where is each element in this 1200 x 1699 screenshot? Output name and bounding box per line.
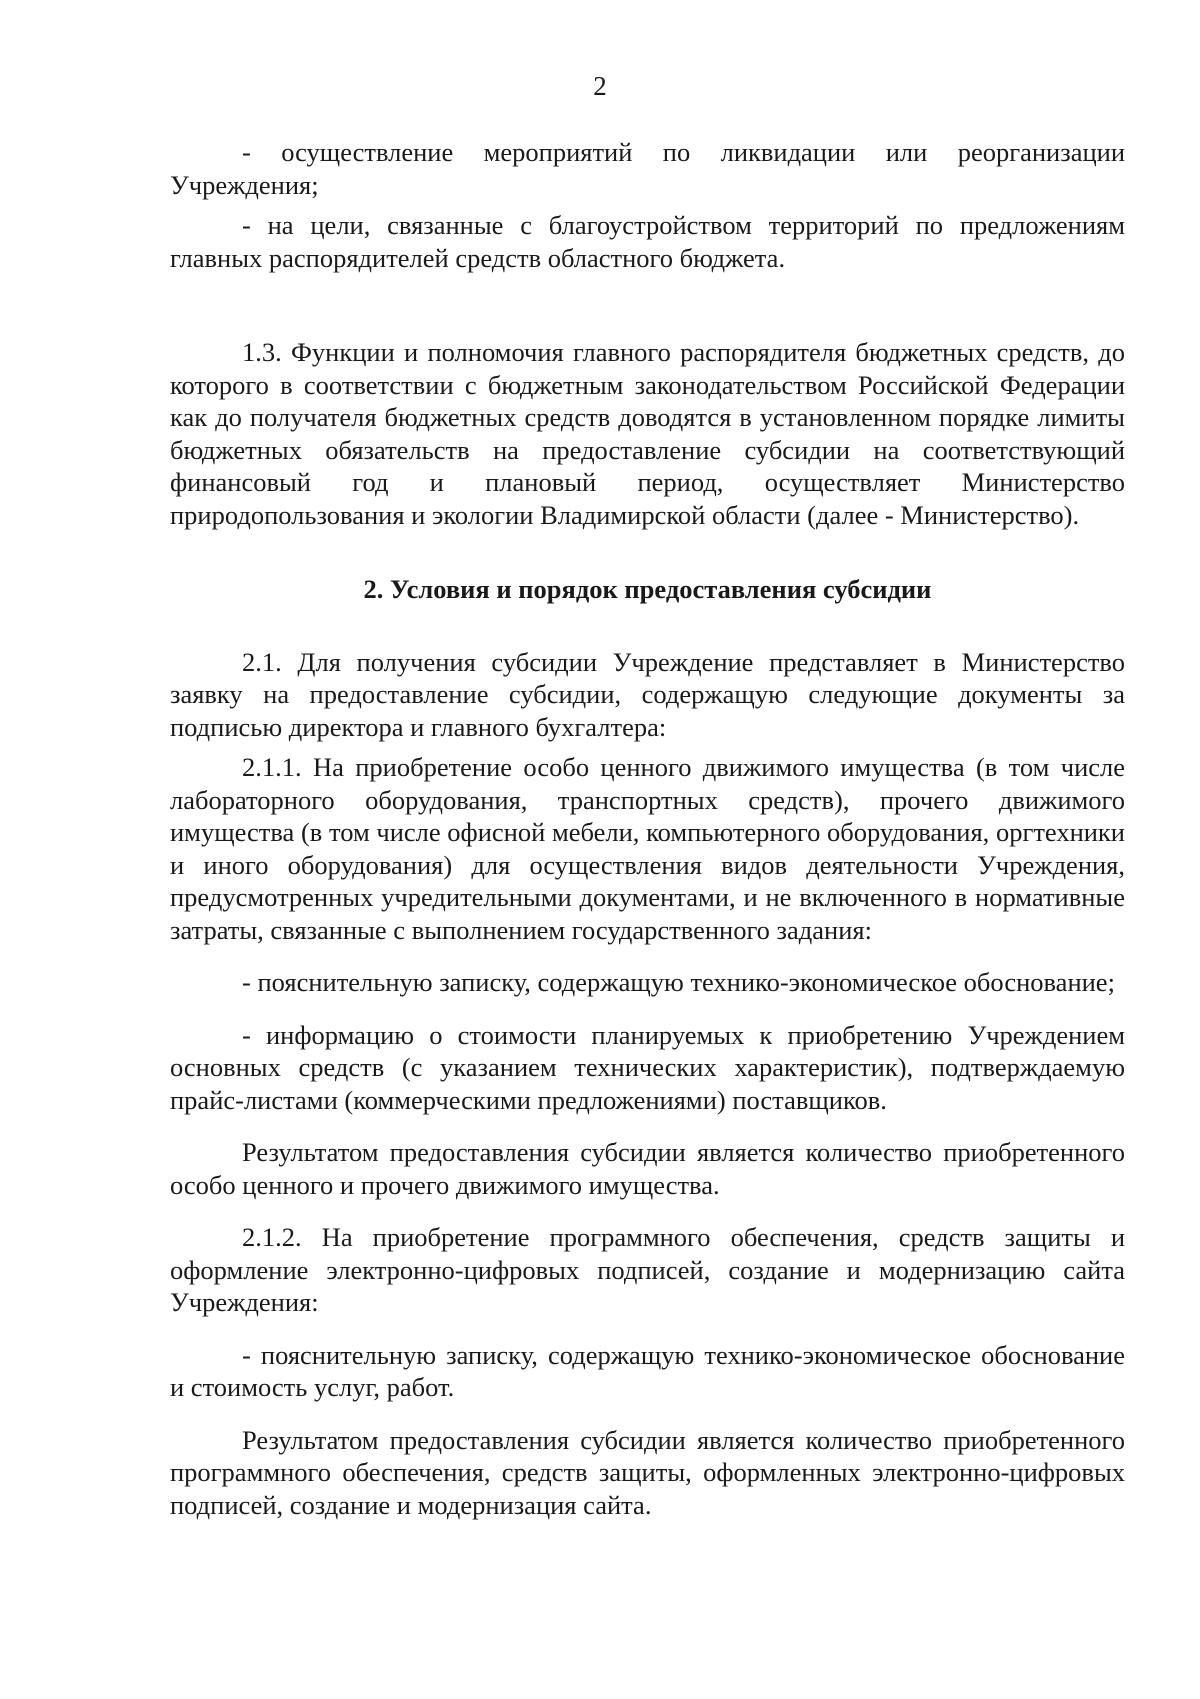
paragraph-result-2: Результатом предоставления субсидии является количество приобретенного программного обеспечения, средств защиты, оформленных электронно-цифровых подписей, создание и модернизация сайта. (170, 1424, 1125, 1520)
document-body (170, 136, 1125, 1521)
paragraph-2-1-2: 2.1.2. На приобретение программного обеспечения, средств защиты и оформление электронно-цифровых подписей, создание и модернизацию сайта Учреждения: (170, 1222, 1125, 1317)
paragraph-2-1: 2.1. Для получения субсидии Учреждение представляет в Министерство заявку на предоставление субсидии, содержащую следующие документы за подписью директора и главного бухгалтера: (170, 646, 1125, 742)
paragraph-1-3: 1.3. Функции и полномочия главного распорядителя бюджетных средств, до которого в соответствии с бюджетным законодательством Российской Федерации как до получателя бюджетных средств доводятся в установленном порядке лимиты бюджетных обязательств на предоставление субсидии на соответствующий финансовый год и плановый период, осуществляет Министерство природопользования и экологии Владимирской области (далее - Министерство). (170, 337, 1125, 530)
paragraph-2-1-1: 2.1.1. На приобретение особо ценного движимого имущества (в том числе лабораторного оборудования, транспортных средств), прочего движимого имущества (в том числе офисной мебели, компьютерного оборудования, оргтехники и иного оборудования) для осуществления видов деятельности Учреждения, предусмотренных учредительными документами, и не включенного в нормативные затраты, связанные с выполнением государственного задания: (170, 752, 1125, 945)
section-heading: 2. Условия и порядок предоставления субсидии (363, 574, 932, 604)
paragraph-cost-information: - информацию о стоимости планируемых к приобретению Учреждением основных средств (с указанием технических характеристик), подтверждаемую прайс-листами (коммерческими предложениями) поставщиков. (170, 1019, 1125, 1115)
paragraph-explanatory-note-2: - пояснительную записку, содержащую технико-экономическое обоснование и стоимость услуг, работ. (170, 1339, 1125, 1402)
paragraph-liquidation: - осуществление мероприятий по ликвидации или реорганизации Учреждения; (170, 137, 1125, 200)
page-number: 2 (593, 71, 607, 101)
paragraph-explanatory-note-1: - пояснительную записку, содержащую технико-экономическое обоснование; (242, 967, 1115, 997)
paragraph-result-1: Результатом предоставления субсидии является количество приобретенного особо ценного и прочего движимого имущества. (170, 1137, 1125, 1200)
paragraph-landscaping: - на цели, связанные с благоустройством территорий по предложениям главных распорядителей средств областного бюджета. (170, 210, 1125, 273)
